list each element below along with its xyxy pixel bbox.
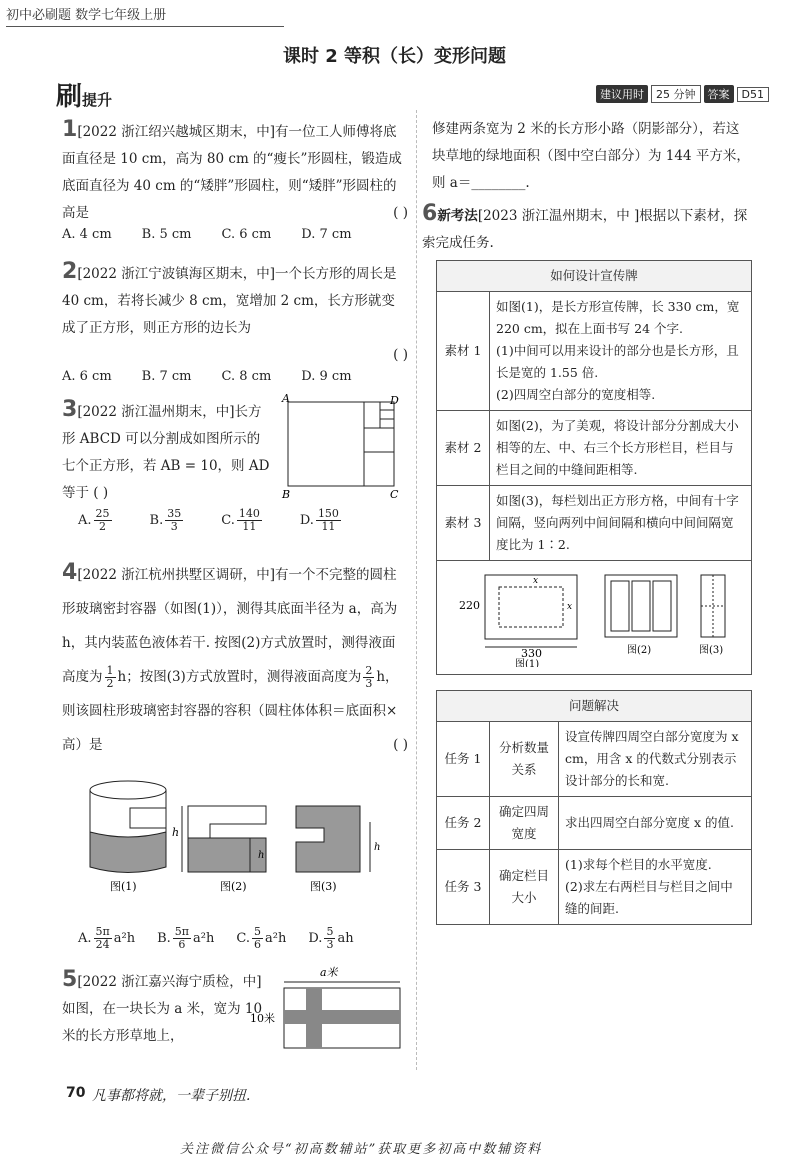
fig3-caption: 图(3): [310, 880, 337, 893]
cylinder-figures: [70, 772, 410, 902]
material-label: 素材 1: [437, 292, 490, 411]
fig1-caption: 图(1): [110, 880, 137, 893]
two-thirds-h-label: h: [374, 842, 381, 853]
fraction-half: $\frac{1}{2}$: [106, 664, 114, 690]
option-b[interactable]: B. 5 cm: [141, 227, 192, 242]
question-3: [62, 396, 270, 507]
header-rule: [6, 26, 284, 27]
table-row: [437, 850, 752, 925]
option-a[interactable]: A. 4 cm: [62, 227, 112, 242]
task-label: 任务 2: [437, 797, 490, 850]
fig-x-top: x: [533, 576, 539, 586]
question-number: 6: [422, 201, 438, 226]
table-row: [437, 411, 752, 486]
section-subtitle: 提升: [82, 91, 113, 109]
bottom-note: 关注微信公众号“初高数辅站”获取更多初高中数辅资料: [180, 1142, 543, 1157]
table-row: [437, 486, 752, 561]
question-text: [2022 浙江杭州拱墅区调研，中]有一个不完整的圆柱形玻璃密封容器（如图(1)），测得其底面半径为 a，高为 h，其内装蓝色液体若干. 按图(2)方式放置时，测得液面高度为: [62, 567, 398, 685]
task-label: 任务 3: [437, 850, 490, 925]
question-2: [62, 258, 408, 384]
solve-title: 问题解决: [437, 691, 752, 722]
answer-paren: ( ): [393, 347, 408, 363]
grass-path-figure: [248, 966, 408, 1056]
table-title: 如何设计宣传牌: [437, 261, 752, 292]
time-value: 25 分钟: [651, 85, 701, 103]
material-label: 素材 2: [437, 411, 490, 486]
option-b[interactable]: B. $\frac{5\pi}{6}$ a²h: [157, 925, 215, 951]
fig-x-right: x: [567, 602, 573, 612]
option-d[interactable]: D. $\frac{5}{3}$ ah: [308, 925, 354, 951]
option-a[interactable]: A. 6 cm: [62, 369, 112, 384]
option-c[interactable]: C. 8 cm: [221, 369, 272, 384]
question-5: [62, 966, 268, 1050]
column-divider: [416, 110, 417, 1070]
new-method-tag: 新考法: [437, 208, 478, 224]
question-number: 3: [62, 397, 78, 422]
vertex-d: D: [390, 394, 399, 407]
section-badge: [56, 76, 112, 113]
answer-label: 答案: [704, 85, 734, 103]
options: [62, 227, 408, 242]
question-text: [2022 浙江宁波镇海区期末，中]一个长方形的周长是 40 cm，若将长减少 8 cm，宽增加 2 cm，长方形就变成了正方形，则正方形的边长为: [62, 266, 397, 336]
height-label: h: [172, 826, 180, 839]
material-content: 如图(1)，是长方形宣传牌，长 330 cm，宽 220 cm，拟在上面书写 24 个字. (1)中间可以用来设计的部分也是长方形，且长是宽的 1.55 倍. (2)四周空白部分的宽度相等.: [490, 292, 752, 411]
options: [62, 369, 408, 384]
option-c[interactable]: C. $\frac{140}{11}$: [221, 507, 260, 533]
answer-page: D51: [737, 87, 769, 102]
book-header: 初中必刷题 数学七年级上册: [6, 8, 167, 23]
answer-paren: ( ): [393, 737, 408, 753]
section-title: 刷: [56, 82, 83, 112]
option-d[interactable]: D. 7 cm: [301, 227, 352, 242]
question-5-continued: 修建两条宽为 2 米的长方形小路（阴影部分），若这块草地的绿地面积（图中空白部分）为 144 平方米，则 a＝________.: [432, 121, 750, 191]
table-row: [437, 292, 752, 411]
task-desc: 设宣传牌四周空白部分宽度为 x cm，用含 x 的代数式分别表示设计部分的长和宽.: [559, 722, 752, 797]
fig1-caption: 图(1): [515, 659, 540, 667]
fig2-caption: 图(2): [627, 645, 652, 656]
width-label: 10米: [250, 1012, 275, 1025]
question-number: 2: [62, 259, 78, 284]
fig-height: 220: [459, 599, 480, 612]
vertex-c: C: [390, 488, 399, 501]
question-text: [2022 浙江温州期末，中]长方形 ABCD 可以分割成如图所示的七个正方形，若 AB = 10，则 AD 等于: [62, 404, 270, 501]
question-number: 4: [62, 560, 78, 585]
option-b[interactable]: B. $\frac{35}{3}$: [149, 507, 182, 533]
option-d[interactable]: D. $\frac{150}{11}$: [299, 507, 339, 533]
length-label: a米: [320, 966, 338, 979]
question-1: [62, 116, 408, 242]
fraction-two-thirds: $\frac{2}{3}$: [365, 664, 373, 690]
task-name: 确定四周宽度: [490, 797, 559, 850]
material-content: 如图(3)，每栏划出正方形方格，中间有十字间隔，竖向两列中间间隔和横向中间间隔宽度比为 1∶2.: [490, 486, 752, 561]
footer-motto: 凡事都将就，一辈子别扭.: [92, 1088, 251, 1104]
lesson-title: 课时 2 等积（长）变形问题: [283, 46, 507, 67]
question-text-2: h；按图(3)方式放置时，测得液面高度为: [117, 669, 362, 685]
material-table: [436, 260, 752, 675]
signboard-figures: [437, 561, 747, 667]
question-4: [62, 556, 408, 762]
option-b[interactable]: B. 7 cm: [141, 369, 192, 384]
fig2-caption: 图(2): [220, 880, 247, 893]
task-label: 任务 1: [437, 722, 490, 797]
question-number: 1: [62, 117, 78, 142]
task-desc: 求出四周空白部分宽度 x 的值.: [559, 797, 752, 850]
question-text: [2023 浙江温州期末，中 ]根据以下素材，探索完成任务.: [422, 208, 748, 251]
task-name: 分析数量关系: [490, 722, 559, 797]
vertex-a: A: [282, 392, 290, 405]
seven-squares-figure: [280, 392, 405, 502]
answer-paren: ( ): [393, 205, 408, 221]
task-desc: (1)求每个栏目的水平宽度. (2)求左右两栏目与栏目之间中缝的间距.: [559, 850, 752, 925]
material-content: 如图(2)，为了美观，将设计部分分割成大小相等的左、中、右三个长方形栏目，栏目与栏目之间的中缝间距相等.: [490, 411, 752, 486]
question-text: [2022 浙江嘉兴海宁质检，中]如图，在一块长为 a 米，宽为 10 米的长方形草地上，: [62, 974, 263, 1044]
table-row: [437, 797, 752, 850]
fig-width: 330: [521, 647, 542, 660]
page-number: 70: [66, 1085, 86, 1101]
options: [78, 508, 343, 533]
question-text-3: h，则该圆柱形玻璃密封容器的容积（圆柱体体积＝底面积×高）是: [62, 669, 399, 753]
table-row: [437, 722, 752, 797]
material-label: 素材 3: [437, 486, 490, 561]
task-name: 确定栏目大小: [490, 850, 559, 925]
options: [78, 926, 354, 951]
vertex-b: B: [282, 488, 291, 501]
option-a[interactable]: A. $\frac{5\pi}{24}$ a²h: [78, 925, 136, 951]
option-d[interactable]: D. 9 cm: [301, 369, 352, 384]
question-text: [2022 浙江绍兴越城区期末，中]有一位工人师傅将底面直径是 10 cm，高为 80 cm 的“瘦长”形圆柱，锻造成底面直径为 40 cm 的“矮胖”形圆柱，则“矮胖”形圆柱的高是: [62, 124, 402, 221]
question-number: 5: [62, 967, 78, 992]
option-a[interactable]: A. $\frac{25}{2}$: [78, 507, 110, 533]
figure-cell: [437, 561, 752, 675]
time-label: 建议用时: [596, 85, 648, 103]
fig3-caption: 图(3): [699, 645, 724, 656]
option-c[interactable]: C. $\frac{5}{6}$ a²h: [236, 925, 287, 951]
time-chip: [596, 85, 769, 103]
question-6: [422, 200, 752, 257]
answer-paren: ( ): [93, 485, 109, 501]
option-c[interactable]: C. 6 cm: [221, 227, 272, 242]
task-table: [436, 690, 752, 925]
half-h-label: h: [258, 850, 265, 861]
